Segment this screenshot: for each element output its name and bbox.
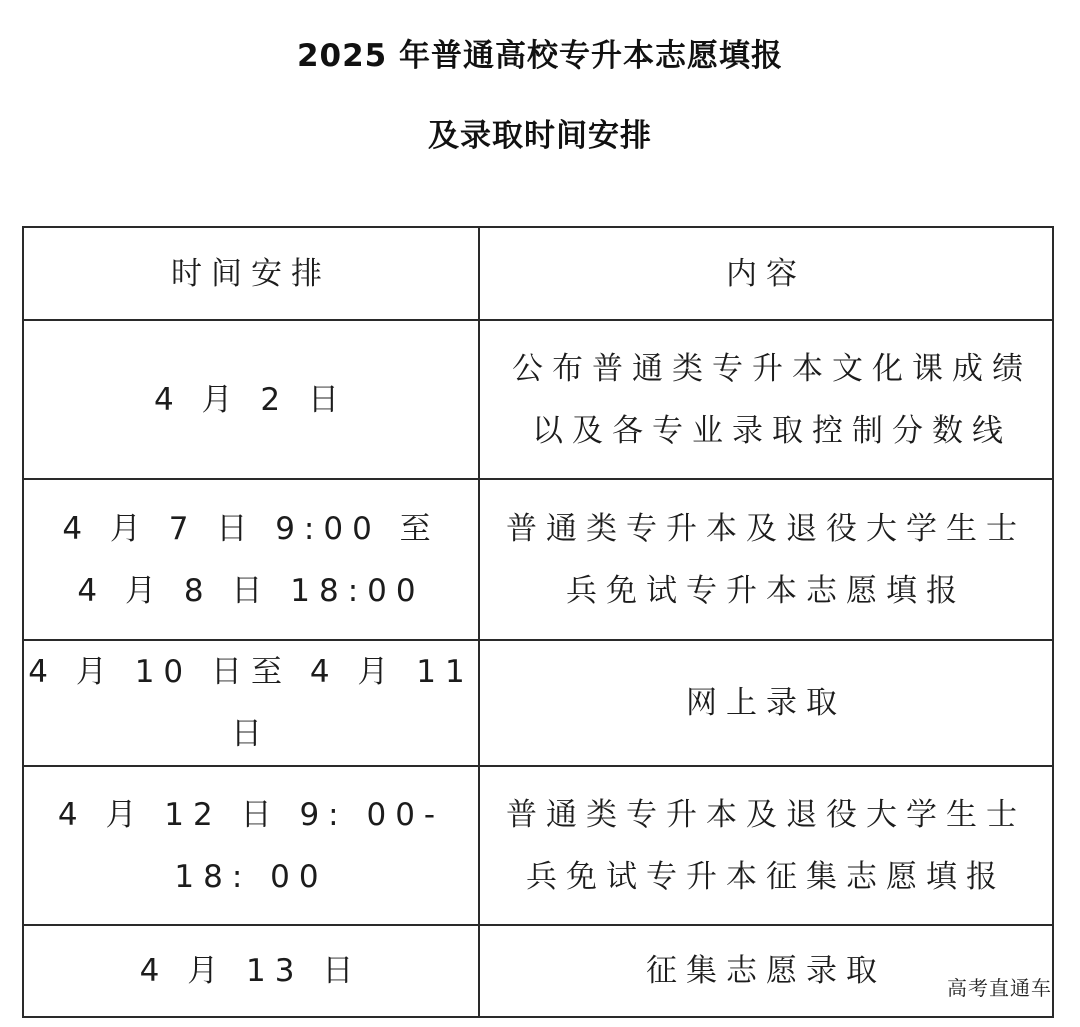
cell-time <box>23 320 479 479</box>
content-text: 征集志愿录取 <box>646 953 886 989</box>
time-text: 4 月 10 日至 4 月 11 日 <box>28 654 474 752</box>
cell-content <box>479 320 1053 479</box>
time-text: 4 月 8 日 18:00 <box>77 572 425 609</box>
cell-content <box>479 925 1053 1017</box>
page-title-line-1: 2025 年普通高校专升本志愿填报 <box>296 38 784 74</box>
table-row <box>23 640 1053 766</box>
watermark: 高考直通车 <box>947 976 1052 1000</box>
cell-time <box>23 925 479 1017</box>
time-text: 4 月 2 日 <box>153 381 348 418</box>
cell-time <box>23 766 479 925</box>
cell-content <box>479 766 1053 925</box>
header-content: 内容 <box>479 227 1053 320</box>
cell-time <box>23 640 479 766</box>
cell-time <box>23 479 479 640</box>
content-text: 以及各专业录取控制分数线 <box>532 412 1012 449</box>
table-row <box>23 925 1053 1017</box>
header-time: 时间安排 <box>23 227 479 320</box>
schedule-table <box>22 226 1054 1018</box>
table-row <box>23 479 1053 640</box>
content-text: 普通类专升本及退役大学生士 <box>506 796 1026 833</box>
content-text: 普通类专升本及退役大学生士 <box>506 510 1026 547</box>
time-text: 4 月 13 日 <box>139 953 363 989</box>
table-header-row <box>23 227 1053 320</box>
page-title-line-2: 及录取时间安排 <box>428 118 652 154</box>
content-text: 兵免试专升本征集志愿填报 <box>526 858 1006 895</box>
cell-content <box>479 479 1053 640</box>
table-row <box>23 766 1053 925</box>
time-text: 4 月 12 日 9: 00-18: 00 <box>57 796 445 895</box>
content-text: 网上录取 <box>686 685 846 721</box>
content-text: 兵免试专升本志愿填报 <box>566 572 966 609</box>
cell-content <box>479 640 1053 766</box>
time-text: 4 月 7 日 9:00 至 <box>62 510 440 547</box>
table-row <box>23 320 1053 479</box>
content-text: 公布普通类专升本文化课成绩 <box>512 350 1032 387</box>
